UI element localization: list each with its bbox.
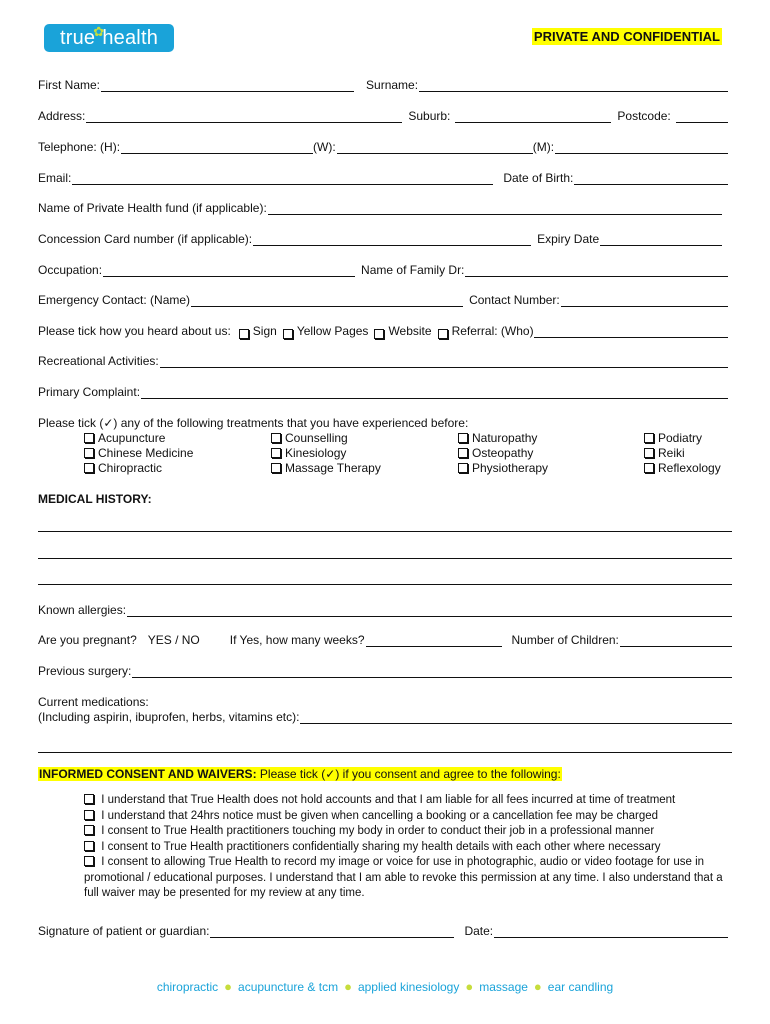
treatments-column-3 bbox=[458, 431, 548, 476]
footer-service: applied kinesiology bbox=[357, 980, 460, 994]
date-field[interactable] bbox=[494, 925, 728, 938]
heard-about-label: Please tick how you heard about us: bbox=[38, 324, 231, 338]
counselling-checkbox[interactable] bbox=[271, 433, 281, 443]
osteopathy-checkbox[interactable] bbox=[458, 448, 468, 458]
consent-list bbox=[84, 793, 734, 902]
surgery-label: Previous surgery: bbox=[38, 664, 132, 678]
concession-row bbox=[38, 232, 722, 246]
chiropractic-checkbox[interactable] bbox=[84, 463, 94, 473]
website-checkbox[interactable] bbox=[374, 329, 384, 339]
first-name-label: First Name: bbox=[38, 78, 101, 92]
footer-service: massage bbox=[479, 980, 528, 994]
yellow-pages-checkbox[interactable] bbox=[283, 329, 293, 339]
leaf-icon: ✿ bbox=[93, 24, 105, 39]
treatment-label: Counselling bbox=[285, 431, 348, 445]
signature-row bbox=[38, 924, 728, 938]
children-field[interactable] bbox=[620, 634, 732, 647]
occupation-label: Occupation: bbox=[38, 263, 103, 277]
referral-field[interactable] bbox=[534, 325, 728, 338]
first-name-field[interactable] bbox=[101, 79, 354, 92]
consent-item: I consent to True Health practitioners touching my body in order to conduct their job in a professional manner bbox=[101, 825, 655, 837]
consent-item: I understand that 24hrs notice must be given when cancelling a booking or a cancellation fee may be charged bbox=[101, 809, 659, 822]
telephone-work-field[interactable] bbox=[337, 141, 533, 154]
treatments-column-4 bbox=[644, 431, 721, 476]
pregnant-label: Are you pregnant? bbox=[38, 633, 137, 647]
consent-checkbox-2[interactable] bbox=[84, 810, 94, 820]
concession-field[interactable] bbox=[253, 233, 531, 246]
surgery-field[interactable] bbox=[132, 665, 732, 678]
referral-checkbox[interactable] bbox=[438, 329, 448, 339]
primary-complaint-label: Primary Complaint: bbox=[38, 385, 141, 399]
consent-item: I consent to allowing True Health to record my image or voice for use in photographic, audio or video footage for use in promotional / educational purposes. I understand that I am able to revoke this permission at any time. I also understand that a full waiver may be presented for my review at any time. bbox=[84, 856, 723, 899]
consent-checkbox-4[interactable] bbox=[84, 841, 94, 851]
sign-option-label: Sign bbox=[252, 324, 277, 338]
telephone-home-label: Telephone: (H): bbox=[38, 140, 121, 154]
primary-complaint-row bbox=[38, 385, 728, 399]
emergency-row bbox=[38, 293, 728, 307]
telephone-mobile-field[interactable] bbox=[555, 141, 728, 154]
confidential-banner: PRIVATE AND CONFIDENTIAL bbox=[533, 29, 720, 44]
allergies-field[interactable] bbox=[127, 604, 732, 617]
consent-heading-bold: INFORMED CONSENT AND WAIVERS: bbox=[39, 767, 257, 781]
bullet-icon: ● bbox=[224, 979, 233, 994]
chinese-medicine-checkbox[interactable] bbox=[84, 448, 94, 458]
logo-text-health: health bbox=[102, 27, 159, 49]
true-health-logo bbox=[44, 24, 174, 52]
email-row bbox=[38, 171, 728, 185]
telephone-work-label: (W): bbox=[313, 140, 336, 154]
bullet-icon: ● bbox=[533, 979, 542, 994]
occupation-row bbox=[38, 263, 728, 277]
health-fund-row bbox=[38, 201, 722, 215]
family-dr-field[interactable] bbox=[465, 264, 728, 277]
reiki-checkbox[interactable] bbox=[644, 448, 654, 458]
treatment-label: Physiotherapy bbox=[472, 461, 549, 475]
weeks-field[interactable] bbox=[366, 634, 502, 647]
weeks-label: If Yes, how many weeks? bbox=[229, 633, 365, 647]
treatment-label: Massage Therapy bbox=[285, 461, 381, 475]
treatment-label: Reflexology bbox=[658, 461, 721, 475]
medications-note: (Including aspirin, ibuprofen, herbs, vitamins etc): bbox=[38, 710, 300, 724]
massage-therapy-checkbox[interactable] bbox=[271, 463, 281, 473]
acupuncture-checkbox[interactable] bbox=[84, 433, 94, 443]
treatments-prompt: Please tick (✓) any of the following treatments that you have experienced before: bbox=[38, 416, 469, 430]
kinesiology-checkbox[interactable] bbox=[271, 448, 281, 458]
medications-line-2[interactable] bbox=[38, 752, 732, 753]
emergency-label: Emergency Contact: (Name) bbox=[38, 293, 191, 307]
consent-checkbox-3[interactable] bbox=[84, 825, 94, 835]
logo-text-true: true bbox=[59, 27, 96, 49]
treatment-label: Chinese Medicine bbox=[98, 446, 194, 460]
health-fund-field[interactable] bbox=[268, 202, 722, 215]
expiry-field[interactable] bbox=[600, 233, 722, 246]
date-label: Date: bbox=[464, 924, 494, 938]
footer-service: ear candling bbox=[547, 980, 614, 994]
bullet-icon: ● bbox=[344, 979, 352, 994]
footer-service: chiropractic bbox=[156, 980, 219, 994]
concession-label: Concession Card number (if applicable): bbox=[38, 232, 253, 246]
treatment-label: Naturopathy bbox=[472, 431, 538, 445]
treatments-column-2 bbox=[271, 431, 381, 476]
telephone-mobile-label: (M): bbox=[532, 140, 555, 154]
medications-row bbox=[38, 710, 732, 724]
suburb-field[interactable] bbox=[455, 110, 611, 123]
treatment-label: Kinesiology bbox=[285, 446, 347, 460]
primary-complaint-field[interactable] bbox=[141, 386, 728, 399]
surname-field[interactable] bbox=[419, 79, 728, 92]
footer-services bbox=[0, 979, 770, 994]
dob-field[interactable] bbox=[574, 172, 728, 185]
treatment-label: Acupuncture bbox=[98, 431, 166, 445]
treatment-label: Podiatry bbox=[658, 431, 703, 445]
referral-option-label: Referral: (Who) bbox=[451, 324, 534, 338]
consent-item: I understand that True Health does not hold accounts and that I am liable for all fees incurred at time of treatment bbox=[101, 794, 676, 806]
surgery-row bbox=[38, 664, 732, 678]
yes-no-option[interactable]: YES / NO bbox=[147, 633, 200, 647]
family-dr-label: Name of Family Dr: bbox=[361, 263, 465, 277]
treatment-label: Osteopathy bbox=[472, 446, 534, 460]
consent-checkbox-1[interactable] bbox=[84, 794, 94, 804]
website-option-label: Website bbox=[388, 324, 432, 338]
contact-number-field[interactable] bbox=[561, 294, 728, 307]
children-label: Number of Children: bbox=[511, 633, 619, 647]
telephone-home-field[interactable] bbox=[121, 141, 313, 154]
recreational-row bbox=[38, 354, 728, 368]
footer-service: acupuncture & tcm bbox=[238, 980, 339, 994]
address-row bbox=[38, 109, 728, 123]
reflexology-checkbox[interactable] bbox=[644, 463, 654, 473]
address-label: Address: bbox=[38, 109, 86, 123]
postcode-label: Postcode: bbox=[617, 109, 671, 123]
podiatry-checkbox[interactable] bbox=[644, 433, 654, 443]
recreational-field[interactable] bbox=[160, 355, 728, 368]
treatments-column-1 bbox=[84, 431, 193, 476]
treatment-label: Reiki bbox=[658, 446, 685, 460]
allergies-label: Known allergies: bbox=[38, 603, 127, 617]
surname-label: Surname: bbox=[366, 78, 419, 92]
recreational-label: Recreational Activities: bbox=[38, 354, 159, 368]
medications-field[interactable] bbox=[300, 711, 732, 724]
email-field[interactable] bbox=[72, 172, 493, 185]
naturopathy-checkbox[interactable] bbox=[458, 433, 468, 443]
sign-checkbox[interactable] bbox=[239, 329, 249, 339]
treatment-label: Chiropractic bbox=[98, 461, 163, 475]
allergies-row bbox=[38, 603, 732, 617]
heard-about-row bbox=[38, 324, 728, 338]
email-label: Email: bbox=[38, 171, 72, 185]
yellow-pages-option-label: Yellow Pages bbox=[296, 324, 369, 338]
address-field[interactable] bbox=[86, 110, 402, 123]
medications-label: Current medications: bbox=[38, 695, 149, 709]
medical-history-line-1[interactable] bbox=[38, 531, 732, 532]
telephone-row bbox=[38, 140, 728, 154]
medical-history-heading: MEDICAL HISTORY: bbox=[38, 492, 152, 506]
physiotherapy-checkbox[interactable] bbox=[458, 463, 468, 473]
contact-number-label: Contact Number: bbox=[469, 293, 560, 307]
consent-heading bbox=[38, 767, 562, 781]
consent-checkbox-5[interactable] bbox=[84, 856, 94, 866]
dob-label: Date of Birth: bbox=[503, 171, 574, 185]
signature-label: Signature of patient or guardian: bbox=[38, 924, 210, 938]
medical-history-line-3[interactable] bbox=[38, 584, 732, 585]
pregnancy-row bbox=[38, 633, 732, 647]
health-fund-label: Name of Private Health fund (if applicable): bbox=[38, 201, 267, 215]
postcode-field[interactable] bbox=[676, 110, 728, 123]
bullet-icon: ● bbox=[465, 979, 474, 994]
medical-history-line-2[interactable] bbox=[38, 558, 732, 559]
consent-item: I consent to True Health practitioners confidentially sharing my health details with each other where necessary bbox=[101, 840, 661, 853]
expiry-label: Expiry Date bbox=[537, 232, 600, 246]
consent-heading-rest: Please tick (✓) if you consent and agree to the following: bbox=[259, 767, 561, 781]
occupation-field[interactable] bbox=[103, 264, 355, 277]
emergency-field[interactable] bbox=[191, 294, 463, 307]
name-row bbox=[38, 78, 728, 92]
suburb-label: Suburb: bbox=[408, 109, 451, 123]
signature-field[interactable] bbox=[210, 925, 454, 938]
